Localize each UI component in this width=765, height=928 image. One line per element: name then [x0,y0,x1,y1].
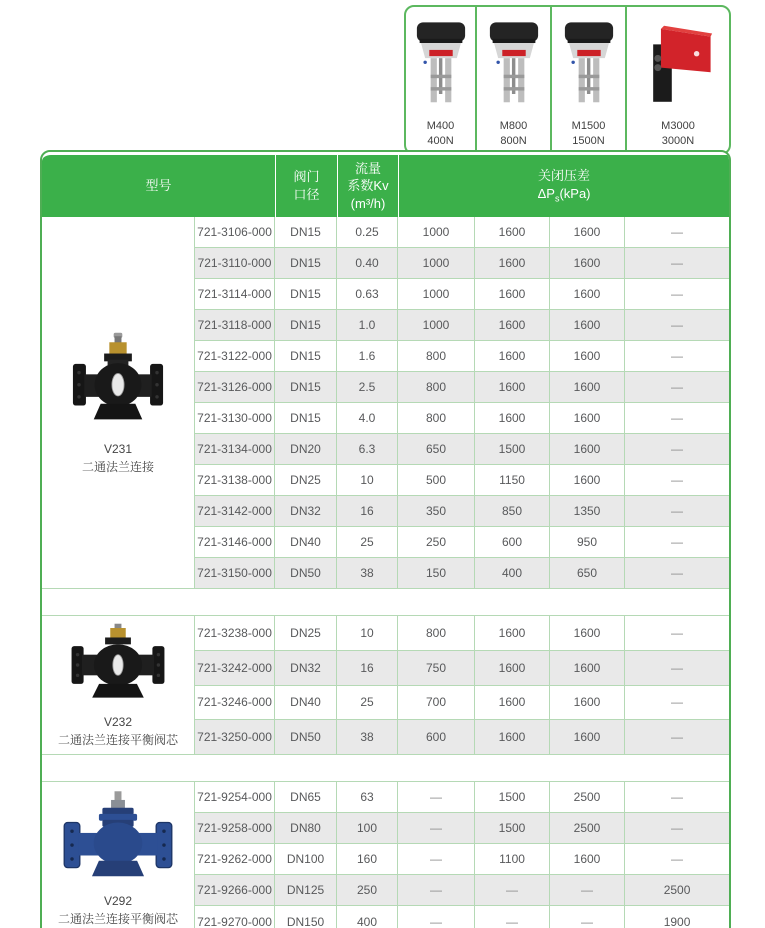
dp-m800-cell: 1600 [475,341,550,372]
actuator-label [500,119,528,148]
model-cell: 721-3130-000 [195,403,275,434]
dp-m800-cell: 1600 [475,616,550,651]
dp-m400-cell: 650 [398,434,475,465]
table-row [42,616,729,651]
dn-cell: DN15 [275,217,337,248]
header-close-off-pressure [398,152,729,217]
model-cell: 721-9254-000 [195,782,275,813]
dp-m800-cell: 1600 [475,217,550,248]
dp-m1500-cell: 1600 [550,465,625,496]
actuator-label [661,119,695,148]
actuator-label [572,119,606,148]
dp-m1500-cell: 1600 [550,844,625,875]
actuator-label [427,119,455,148]
product-cell-v292 [42,782,195,928]
table-row [42,782,729,813]
model-cell: 721-9266-000 [195,875,275,906]
kv-cell: 1.6 [337,341,398,372]
dp-m400-cell: — [398,844,475,875]
header-kv-line2: 系数Kv [347,178,389,194]
valve-v231-image [66,331,170,435]
model-cell: 721-3150-000 [195,558,275,589]
section-gap-cell [42,755,729,782]
dn-cell: DN40 [275,527,337,558]
dp-m400-cell: 1000 [398,310,475,341]
model-cell: 721-3238-000 [195,616,275,651]
product-cell-v231 [42,217,195,589]
dp-m1500-cell: 950 [550,527,625,558]
kv-cell: 1.0 [337,310,398,341]
valve-spec-table [40,150,731,928]
model-cell: 721-3106-000 [195,217,275,248]
header-diameter-line2: 口径 [293,187,320,202]
dp-m3000-cell: — [625,279,729,310]
dp-m400-cell: 500 [398,465,475,496]
dp-m800-cell: — [475,906,550,928]
dp-m400-cell: — [398,782,475,813]
dp-m400-cell: 800 [398,403,475,434]
dn-cell: DN32 [275,496,337,527]
dp-m400-cell: 750 [398,651,475,686]
dn-cell: DN25 [275,465,337,496]
dn-cell: DN20 [275,434,337,465]
dn-cell: DN15 [275,372,337,403]
model-cell: 721-3134-000 [195,434,275,465]
dn-cell: DN40 [275,686,337,721]
dp-m800-cell: 600 [475,527,550,558]
dp-m800-cell: 1600 [475,279,550,310]
dp-m1500-cell: 1600 [550,217,625,248]
valve-name: V231 [103,441,133,456]
dp-m3000-cell: — [625,341,729,372]
dn-cell: DN65 [275,782,337,813]
dp-m800-cell: 1600 [475,720,550,755]
model-cell: 721-3142-000 [195,496,275,527]
dp-m800-cell: 1600 [475,372,550,403]
section-gap-row [42,755,729,782]
dp-m3000-cell: — [625,813,729,844]
dp-m800-cell: 1150 [475,465,550,496]
dn-cell: DN25 [275,616,337,651]
actuator-force: 1500N [572,134,605,147]
dp-m400-cell: 1000 [398,217,475,248]
model-cell: 721-3122-000 [195,341,275,372]
model-cell: 721-3250-000 [195,720,275,755]
model-cell: 721-9258-000 [195,813,275,844]
dp-m3000-cell: — [625,844,729,875]
valve-description: 二通法兰连接平衡阀芯 [57,912,178,926]
valve-description: 二通法兰连接平衡阀芯 [57,733,178,747]
kv-cell: 38 [337,558,398,589]
actuator-cell-m800 [475,7,550,153]
dp-m1500-cell: 2500 [550,813,625,844]
dp-m1500-cell: 1350 [550,496,625,527]
dn-cell: DN15 [275,310,337,341]
dp-m400-cell: — [398,875,475,906]
gray-actuator-icon [406,7,475,119]
dp-m3000-cell: — [625,465,729,496]
dp-m3000-cell: — [625,686,729,721]
kv-cell: 25 [337,686,398,721]
valve-name: V292 [103,894,133,908]
valve-v292-image [59,791,177,887]
kv-cell: 250 [337,875,398,906]
section-gap-cell [42,589,729,616]
dp-m800-cell: 1500 [475,434,550,465]
dp-m800-cell: 1600 [475,686,550,721]
dp-m3000-cell: — [625,434,729,465]
dp-m800-cell: 1600 [475,651,550,686]
dp-m800-cell: — [475,875,550,906]
dp-m3000-cell: — [625,782,729,813]
actuator-model: M800 [499,120,528,133]
model-cell: 721-3246-000 [195,686,275,721]
kv-cell: 400 [337,906,398,928]
model-cell: 721-3118-000 [195,310,275,341]
kv-cell: 16 [337,651,398,686]
dp-prefix: ΔP [537,185,555,201]
dp-m400-cell: 800 [398,372,475,403]
model-cell: 721-3242-000 [195,651,275,686]
dp-m1500-cell: 1600 [550,248,625,279]
dn-cell: DN15 [275,403,337,434]
dn-cell: DN50 [275,558,337,589]
dn-cell: DN100 [275,844,337,875]
header-diameter [275,152,337,217]
kv-cell: 6.3 [337,434,398,465]
actuator-model: M3000 [661,120,695,133]
model-cell: 721-3110-000 [195,248,275,279]
table-row [42,217,729,248]
kv-cell: 0.63 [337,279,398,310]
valve-name: V232 [103,715,133,729]
dp-m3000-cell: — [625,248,729,279]
dn-cell: DN15 [275,248,337,279]
model-cell: 721-3114-000 [195,279,275,310]
kv-cell: 25 [337,527,398,558]
dp-m400-cell: — [398,906,475,928]
dp-m1500-cell: 1600 [550,434,625,465]
dp-m1500-cell: 1600 [550,372,625,403]
dp-m3000-cell: — [625,310,729,341]
actuator-panel [404,5,731,155]
kv-cell: 160 [337,844,398,875]
dp-m800-cell: 1600 [475,248,550,279]
dn-cell: DN32 [275,651,337,686]
dp-m1500-cell: 2500 [550,782,625,813]
actuator-model: M400 [426,120,455,133]
gray-actuator-icon [477,7,550,119]
header-pressure-line1: 关闭压差 [538,168,591,184]
model-cell: 721-9270-000 [195,906,275,928]
kv-cell: 63 [337,782,398,813]
dn-cell: DN125 [275,875,337,906]
actuator-model: M1500 [571,120,606,133]
dp-m400-cell: 800 [398,616,475,651]
kv-cell: 0.40 [337,248,398,279]
dp-m3000-cell: — [625,496,729,527]
actuator-force: 400N [427,134,454,147]
model-cell: 721-3146-000 [195,527,275,558]
dp-m3000-cell: — [625,616,729,651]
table-body [42,217,729,928]
model-cell: 721-3138-000 [195,465,275,496]
dp-m800-cell: 1100 [475,844,550,875]
kv-cell: 10 [337,616,398,651]
dp-m1500-cell: 650 [550,558,625,589]
dp-m400-cell: 250 [398,527,475,558]
dp-m400-cell: 700 [398,686,475,721]
red-actuator-icon [627,7,729,119]
actuator-cell-m3000 [625,7,729,153]
dp-m1500-cell: 1600 [550,651,625,686]
dn-cell: DN15 [275,279,337,310]
dp-m1500-cell: 1600 [550,720,625,755]
kv-cell: 0.25 [337,217,398,248]
dp-m400-cell: 150 [398,558,475,589]
dp-m800-cell: 1500 [475,813,550,844]
dn-cell: DN50 [275,720,337,755]
dp-m3000-cell: — [625,651,729,686]
dp-m400-cell: — [398,813,475,844]
dp-m800-cell: 1600 [475,403,550,434]
dp-m1500-cell: 1600 [550,310,625,341]
header-kv-line3: (m³/h) [350,195,386,211]
dp-m400-cell: 1000 [398,248,475,279]
dp-m800-cell: 1600 [475,310,550,341]
dp-m400-cell: 800 [398,341,475,372]
dp-m3000-cell: — [625,720,729,755]
gray-actuator-icon [552,7,625,119]
dp-m1500-cell: — [550,906,625,928]
dp-m1500-cell: 1600 [550,341,625,372]
model-cell: 721-3126-000 [195,372,275,403]
product-cell-v232 [42,616,195,755]
kv-cell: 16 [337,496,398,527]
header-kv-line1: 流量 [355,160,382,176]
kv-cell: 4.0 [337,403,398,434]
dp-suffix: (kPa) [559,185,591,201]
header-pressure-line2 [399,185,729,205]
dp-m400-cell: 1000 [398,279,475,310]
dp-m3000-cell: 2500 [625,875,729,906]
actuator-force: 3000N [661,134,695,147]
actuator-cell-m400 [406,7,475,153]
dp-m800-cell: 400 [475,558,550,589]
dn-cell: DN150 [275,906,337,928]
kv-cell: 2.5 [337,372,398,403]
dp-m1500-cell: 1600 [550,686,625,721]
dp-m3000-cell: — [625,558,729,589]
dp-m3000-cell: — [625,217,729,248]
kv-cell: 38 [337,720,398,755]
header-diameter-line1: 阀门 [293,169,320,185]
dp-m1500-cell: 1600 [550,279,625,310]
dp-m1500-cell: 1600 [550,616,625,651]
header-model [42,152,275,217]
dp-m3000-cell: — [625,372,729,403]
section-gap-row [42,589,729,616]
kv-cell: 100 [337,813,398,844]
dn-cell: DN15 [275,341,337,372]
dp-m3000-cell: — [625,527,729,558]
dp-m400-cell: 350 [398,496,475,527]
model-cell: 721-9262-000 [195,844,275,875]
header-row [42,152,729,217]
dp-m3000-cell: — [625,403,729,434]
valve-description: 二通法兰连接 [81,459,154,474]
dn-cell: DN80 [275,813,337,844]
actuator-force: 800N [500,134,527,147]
dp-m1500-cell: 1600 [550,403,625,434]
valve-v232-image [66,622,170,708]
dp-m800-cell: 1500 [475,782,550,813]
actuator-cell-m1500 [550,7,625,153]
dp-m3000-cell: 1900 [625,906,729,928]
dp-m400-cell: 600 [398,720,475,755]
header-model-label: 型号 [145,178,172,194]
dp-m800-cell: 850 [475,496,550,527]
dp-m1500-cell: — [550,875,625,906]
dp-subscript: s [554,193,560,204]
header-kv [337,152,398,217]
kv-cell: 10 [337,465,398,496]
